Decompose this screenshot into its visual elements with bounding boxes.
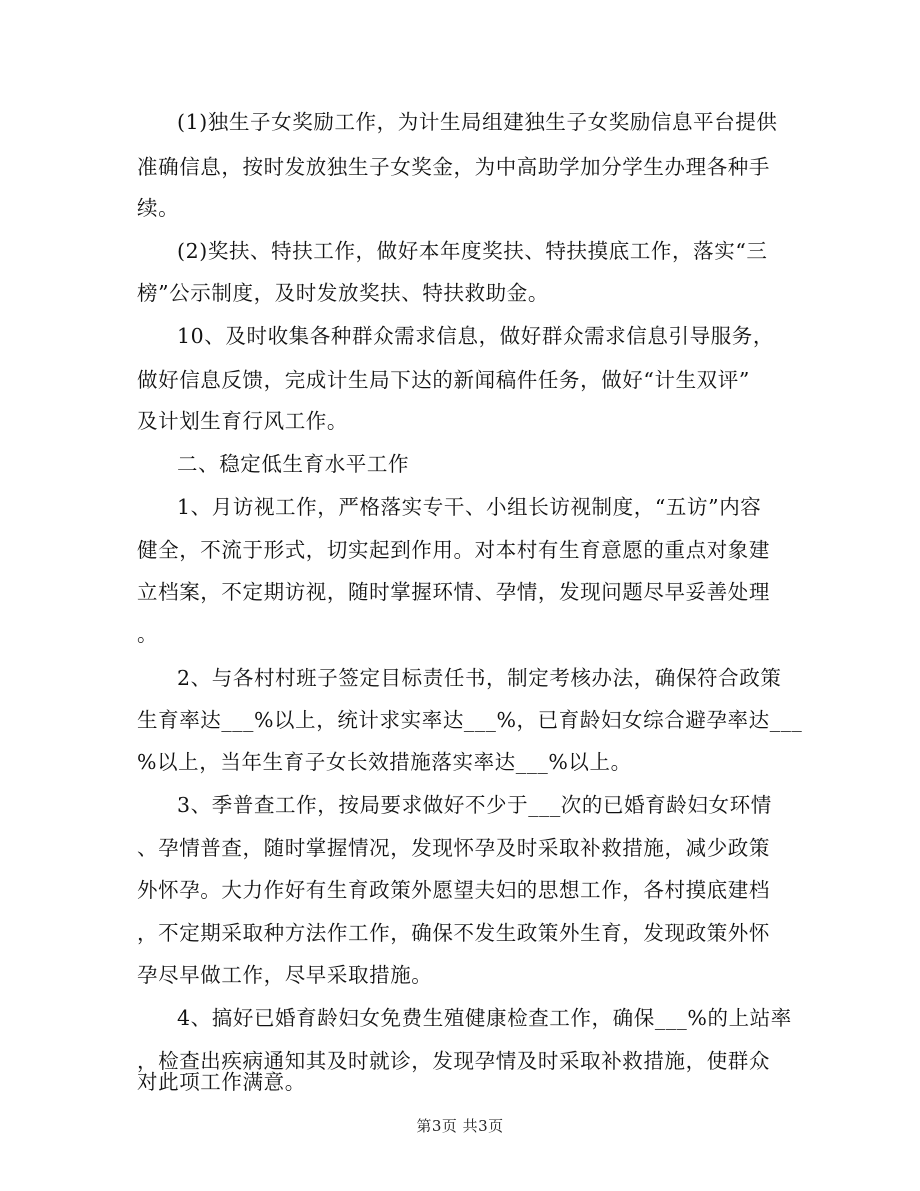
text-line: 榜”公示制度，及时发放奖扶、特扶救助金。 bbox=[137, 281, 549, 305]
text-line: 3、季普查工作，按局要求做好不少于___次的已婚育龄妇女环情 bbox=[177, 793, 772, 817]
text-line: ，不定期采取种方法作工作，确保不发生政策外生育，发现政策外怀 bbox=[137, 921, 770, 945]
text-line: 、孕情普查，随时掌握情况，发现怀孕及时采取补救措施，减少政策 bbox=[137, 836, 770, 860]
text-line: ，检查出疾病通知其及时就诊，发现孕情及时采取补救措施，使群众 bbox=[137, 1049, 770, 1073]
text-line: 2、与各村村班子签定目标责任书，制定考核办法，确保符合政策 bbox=[177, 666, 782, 690]
text-line: 准确信息，按时发放独生子女奖金，为中高助学加分学生办理各种手 bbox=[137, 155, 770, 179]
section-heading: 二、稳定低生育水平工作 bbox=[177, 452, 410, 476]
text-line: 及计划生育行风工作。 bbox=[137, 409, 348, 433]
text-line: 孕尽早做工作，尽早采取措施。 bbox=[137, 963, 433, 987]
text-line: (1)独生子女奖励工作，为计生局组建独生子女奖励信息平台提供 bbox=[177, 110, 778, 134]
page-number-footer: 第3页 共3页 bbox=[416, 1117, 504, 1135]
text-line: 4、搞好已婚育龄妇女免费生殖健康检查工作，确保___%的上站率 bbox=[177, 1006, 792, 1030]
text-line: 做好信息反馈，完成计生局下达的新闻稿件任务，做好“计生双评” bbox=[137, 368, 750, 392]
text-line: 1、月访视工作，严格落实专干、小组长访视制度，“五访”内容 bbox=[177, 495, 762, 519]
text-line: 。 bbox=[137, 622, 159, 646]
text-line: %以上，当年生育子女长效措施落实率达___%以上。 bbox=[137, 750, 632, 774]
text-line: 10、及时收集各种群众需求信息，做好群众需求信息引导服务， bbox=[177, 324, 774, 348]
text-line: 立档案，不定期访视，随时掌握环情、孕情，发现问题尽早妥善处理 bbox=[137, 580, 770, 604]
text-line: 外怀孕。大力作好有生育政策外愿望夫妇的思想工作，各村摸底建档 bbox=[137, 878, 770, 902]
text-line: 对此项工作满意。 bbox=[137, 1070, 306, 1094]
text-line: 健全，不流于形式，切实起到作用。对本村有生育意愿的重点对象建 bbox=[137, 538, 770, 562]
text-line: 续。 bbox=[137, 196, 180, 220]
text-line: 生育率达___%以上，统计求实率达___%，已育龄妇女综合避孕率达___ bbox=[137, 708, 803, 732]
text-line: (2)奖扶、特扶工作，做好本年度奖扶、特扶摸底工作，落实“三 bbox=[177, 239, 768, 263]
